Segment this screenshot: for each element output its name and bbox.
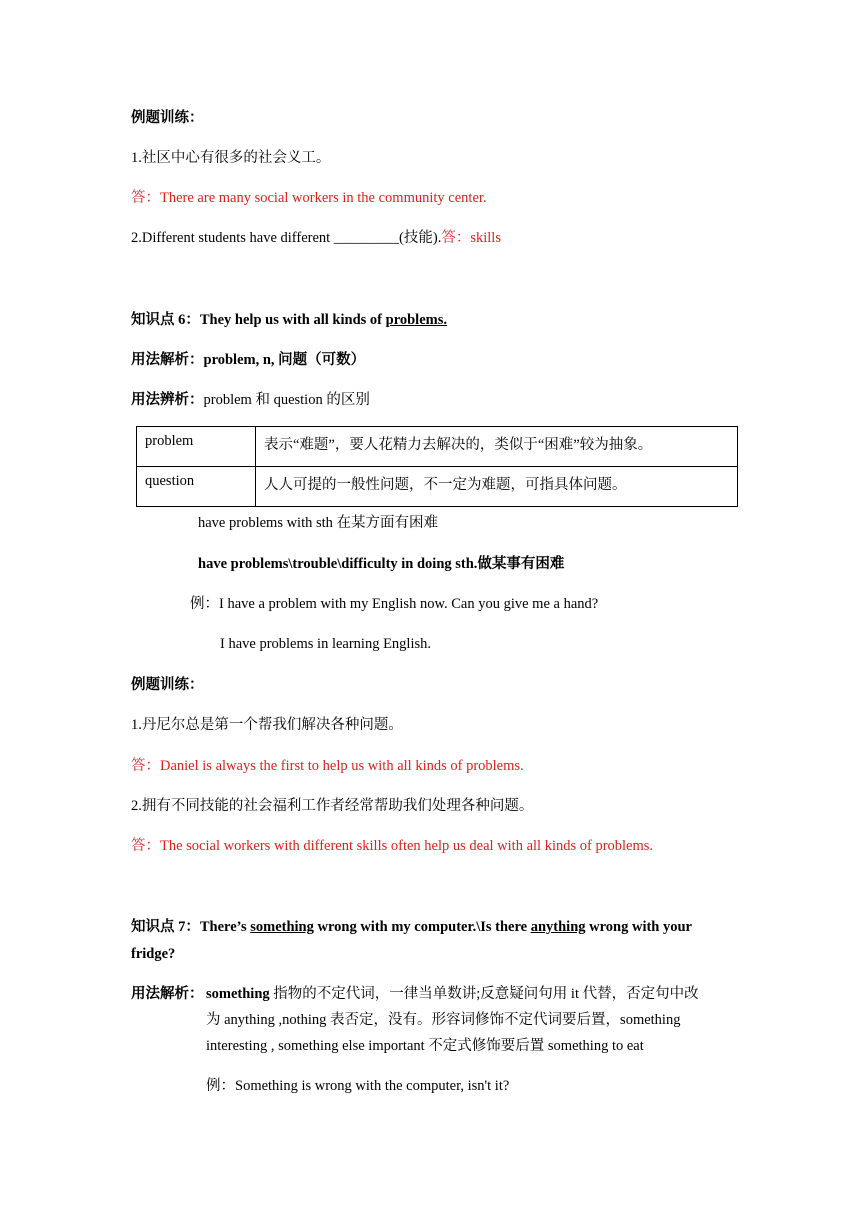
- kp-sentence-part: wrong with your: [585, 919, 692, 935]
- answer-prefix: 答：: [131, 758, 160, 774]
- answer-text: Daniel is always the first to help us with all kinds of problems.: [160, 758, 524, 774]
- answer-prefix: 答：: [131, 838, 160, 854]
- table-cell-desc: 人人可提的一般性问题，不一定为难题，可指具体问题。: [256, 467, 738, 507]
- example-text: Something is wrong with the computer, isn't it?: [235, 1078, 510, 1094]
- question-text: 2.Different students have different _________(技能).: [131, 230, 442, 246]
- example-1: [190, 595, 598, 613]
- answer-text: There are many social workers in the community center.: [160, 190, 487, 206]
- exercise-answer-1: [131, 757, 524, 775]
- exercise-heading: 例题训练：: [131, 110, 204, 126]
- usage-text: problem, n, 问题（可数）: [203, 352, 366, 368]
- exercise-answer-1: [131, 189, 487, 207]
- answer-prefix: 答：: [131, 190, 160, 206]
- kp-keyword: problems.: [385, 312, 447, 328]
- table-cell-term: problem: [137, 427, 256, 467]
- kp-label: 知识点 7：: [131, 919, 200, 935]
- usage-analysis: [131, 351, 365, 369]
- example-prefix: 例：: [206, 1078, 235, 1094]
- kp-sentence-part: wrong with my computer.\Is there: [313, 919, 531, 935]
- phrase-2: have problems\trouble\difficulty in doing sth.做某事有困难: [198, 556, 565, 572]
- phrase-1: have problems with sth 在某方面有困难: [198, 515, 439, 531]
- knowledge-point-7-title: [131, 918, 692, 936]
- example-2: I have problems in learning English.: [220, 636, 432, 652]
- distinguish-text: problem 和 question 的区别: [203, 392, 370, 408]
- exercise-heading: 例题训练：: [131, 677, 204, 693]
- table-row: [137, 467, 738, 507]
- usage-label: 用法解析：: [131, 986, 204, 1002]
- usage-text: 指物的不定代词，一律当单数讲;反意疑问句用 it 代替，否定句中改: [269, 986, 699, 1002]
- table-cell-term: question: [137, 467, 256, 507]
- usage-keyword: something: [206, 986, 270, 1002]
- example-line: [206, 1077, 509, 1095]
- usage-distinction: [131, 391, 370, 409]
- table-row: [137, 427, 738, 467]
- example-text: I have a problem with my English now. Can you give me a hand?: [219, 596, 599, 612]
- kp-keyword: anything: [530, 919, 586, 935]
- usage-line-3: interesting , something else important 不定式修饰要后置 something to eat: [206, 1038, 644, 1054]
- exercise-answer-2: [131, 837, 653, 855]
- knowledge-point-6-title: [131, 311, 447, 329]
- example-prefix: 例：: [190, 596, 219, 612]
- answer-text: The social workers with different skills often help us deal with all kinds of problems.: [160, 838, 654, 854]
- exercise-question-1: 1.社区中心有很多的社会义工。: [131, 150, 331, 166]
- exercise-question-1: 1.丹尼尔总是第一个帮我们解决各种问题。: [131, 717, 403, 733]
- kp-keyword: something: [250, 919, 314, 935]
- usage-line-2: 为 anything ,nothing 表否定，没有。形容词修饰不定代词要后置，something: [206, 1012, 681, 1028]
- table-cell-desc: 表示“难题”，要人花精力去解决的，类似于“困难”较为抽象。: [256, 427, 738, 467]
- kp-sentence-part: There’s: [199, 919, 251, 935]
- answer-prefix: 答：: [441, 230, 471, 246]
- exercise-question-2: 2.拥有不同技能的社会福利工作者经常帮助我们处理各种问题。: [131, 798, 534, 814]
- kp-label: 知识点 6：: [131, 312, 200, 328]
- comparison-table: [136, 426, 738, 507]
- exercise-question-2: [131, 229, 501, 247]
- usage-label: 用法解析：: [131, 352, 204, 368]
- answer-text: skills: [470, 230, 501, 246]
- distinguish-label: 用法辨析：: [131, 392, 204, 408]
- usage-line-1: [206, 985, 699, 1003]
- knowledge-point-7-title-cont: fridge?: [131, 946, 176, 962]
- kp-sentence: They help us with all kinds of: [199, 312, 386, 328]
